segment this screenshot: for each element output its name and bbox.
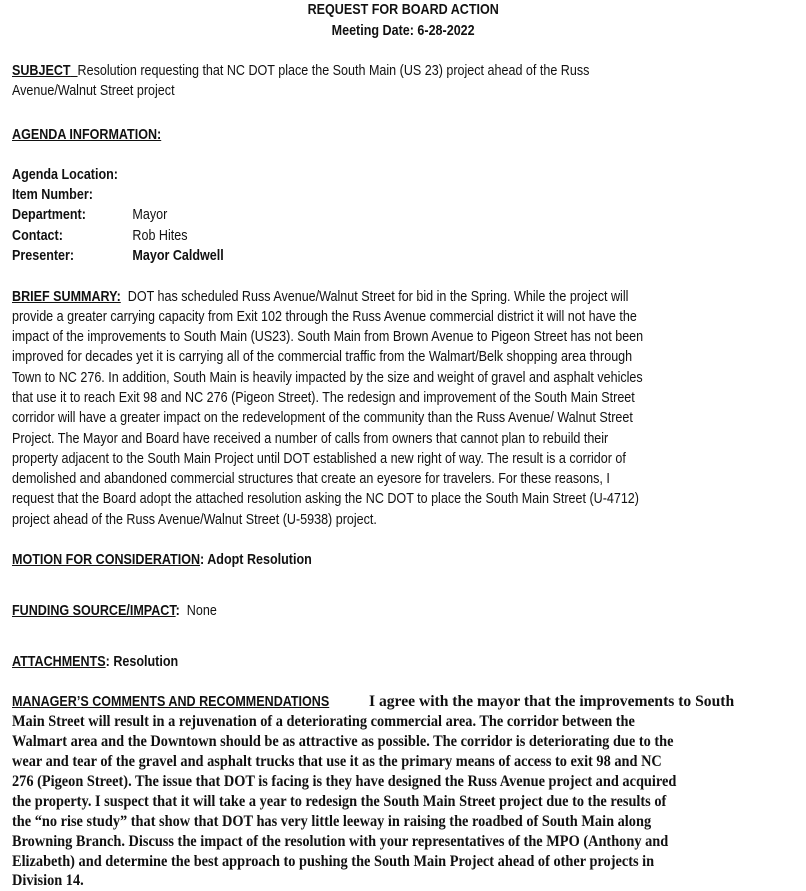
field-label: Agenda Location:	[12, 167, 118, 183]
field-value: Mayor	[132, 207, 168, 223]
summary-line: improved for decades yet it is carrying all of the commercial traffic from the Walmart/Belk shopping area through	[12, 349, 633, 365]
funding-line	[12, 601, 217, 621]
agenda-field-department	[12, 205, 167, 225]
meeting-date-text: Meeting Date: 6-28-2022	[331, 23, 475, 39]
funding-value: None	[186, 603, 217, 619]
agenda-heading: AGENDA INFORMATION:	[12, 127, 162, 143]
summary-line: request that the Board adopt the attached resolution asking the NC DOT to place the South Main Street (U-4712)	[12, 491, 639, 507]
subject-text-1: Resolution requesting that NC DOT place the South Main (US 23) project ahead of the Russ	[77, 63, 590, 79]
agenda-field-location	[12, 165, 132, 185]
attachments-line	[12, 652, 178, 672]
manager-line: Browning Branch. Discuss the impact of the resolution with your representatives of the MPO (Anthony and	[12, 833, 669, 850]
subject-line-2	[12, 81, 175, 101]
manager-line: the property. I suspect that it will take a year to redesign the South Main Street project due to the results of	[12, 793, 667, 810]
subject-label: SUBJECT	[12, 63, 71, 79]
manager-line: Main Street will result in a rejuvenation of a deteriorating commercial area. The corridor between the	[12, 713, 635, 730]
field-label: Item Number:	[12, 187, 93, 203]
summary-line: demolished and abandoned commercial structures that create an eyesore for travelers. For these reasons, I	[12, 471, 610, 487]
manager-line: Walmart area and the Downtown should be as attractive as possible. The corridor is deteriorating due to the	[12, 733, 674, 750]
manager-label: MANAGER’S COMMENTS AND RECOMMENDATIONS	[12, 694, 330, 710]
motion-label: MOTION FOR CONSIDERATION	[12, 552, 201, 568]
summary-line: Town to NC 276. In addition, South Main is heavily impacted by the size and weight of gravel and asphalt vehicles	[12, 370, 643, 386]
summary-label: BRIEF SUMMARY:	[12, 289, 121, 305]
agenda-field-contact	[12, 226, 188, 246]
manager-line: 276 (Pigeon Street). The issue that DOT is facing is they have designed the Russ Avenue project and acquired	[12, 773, 677, 790]
manager-text: I agree with the mayor that the improvements to South	[369, 693, 735, 710]
subject-line-1	[12, 61, 589, 81]
motion-line	[12, 550, 312, 570]
field-value: Rob Hites	[132, 228, 188, 244]
manager-line: the “no rise study” that show that DOT has very little leeway in raising the roadbed of South Main along	[12, 813, 652, 830]
funding-colon: :	[175, 603, 180, 619]
agenda-field-item-number	[12, 185, 132, 205]
manager-line: wear and tear of the gravel and asphalt trucks that use it as the primary means of access to exit 98 and NC	[12, 753, 662, 770]
summary-line: property adjacent to the South Main Project until DOT established a new right of way. The result is a corridor of	[12, 451, 626, 467]
field-label: Presenter:	[12, 248, 75, 264]
summary-line: that use it to reach Exit 98 and NC 276 (Pigeon Street). The redesign and improvement of the South Main Street	[12, 390, 635, 406]
attachments-label: ATTACHMENTS	[12, 654, 106, 670]
field-label: Department:	[12, 207, 86, 223]
summary-line	[12, 287, 628, 307]
field-value: Mayor Caldwell	[132, 248, 224, 264]
document-title-text: REQUEST FOR BOARD ACTION	[307, 2, 499, 18]
summary-line: provide a greater carrying capacity from Exit 102 through the Russ Avenue commercial district it will not have the	[12, 309, 637, 325]
summary-line: impact of the improvements to South Main (US23). South Main from Brown Avenue to Pigeon Street has not been	[12, 329, 644, 345]
manager-line	[12, 692, 735, 712]
subject-text-2: Avenue/Walnut Street project	[12, 83, 175, 99]
funding-label: FUNDING SOURCE/IMPACT	[12, 603, 176, 619]
meeting-date	[0, 21, 806, 41]
document-title	[0, 0, 806, 20]
agenda-field-presenter	[12, 246, 224, 266]
summary-text: DOT has scheduled Russ Avenue/Walnut Street for bid in the Spring. While the project will	[127, 289, 629, 305]
manager-line: Division 14.	[12, 872, 84, 889]
summary-line: corridor will have a greater impact on the redevelopment of the community than the Russ Avenue/ Walnut Street	[12, 410, 633, 426]
summary-line: project ahead of the Russ Avenue/Walnut Street (U-5938) project.	[12, 512, 377, 528]
motion-value: : Adopt Resolution	[200, 552, 312, 568]
attachments-value: : Resolution	[105, 654, 179, 670]
field-label: Contact:	[12, 228, 63, 244]
manager-line: Elizabeth) and determine the best approach to pushing the South Main Project ahead of other projects in	[12, 853, 655, 870]
summary-line: Project. The Mayor and Board have received a number of calls from owners that cannot plan to rebuild their	[12, 431, 609, 447]
